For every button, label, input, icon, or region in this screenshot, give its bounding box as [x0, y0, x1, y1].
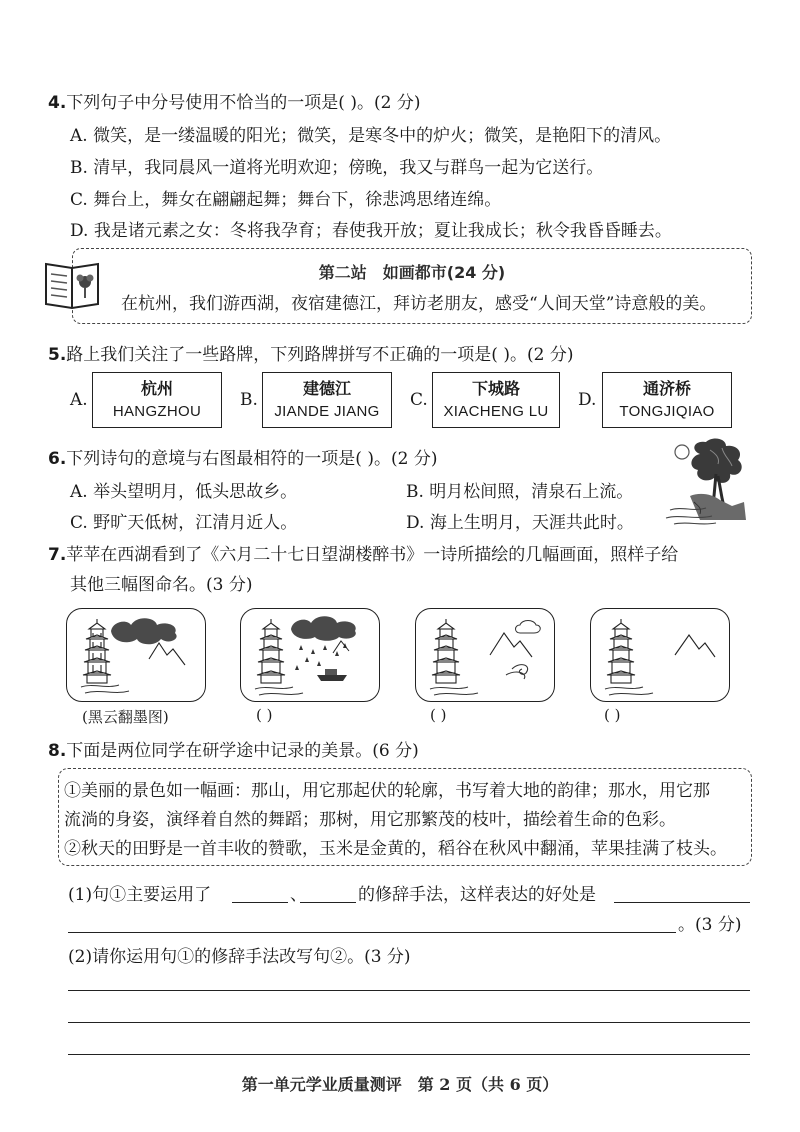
- q6-option-c: C. 野旷天低树，江清月近人。: [70, 513, 298, 533]
- q5-option-d-letter: D.: [578, 390, 597, 410]
- road-sign-a-chinese: 杭州: [140, 379, 173, 398]
- q8-blank-benefit-1[interactable]: [614, 902, 750, 903]
- pagoda-icon: [607, 619, 635, 683]
- q8-sub1-b: 的修辞手法，这样表达的好处是: [358, 885, 596, 905]
- caption-4-blank[interactable]: ( ): [604, 706, 621, 724]
- q7-number: 7.: [48, 545, 67, 565]
- q5-option-b-letter: B.: [240, 390, 258, 410]
- page-footer: 第一单元学业质量测评 第 2 页（共 6 页）: [241, 1075, 559, 1094]
- moonlit-pine-illustration: [660, 436, 750, 528]
- q8-passage-line1: ①美丽的景色如一幅画：那山，用它那起伏的轮廓，书写着大地的韵律；那水，用它那: [64, 781, 710, 801]
- q5-option-a-letter: A.: [70, 390, 88, 410]
- q8-answer-line-2[interactable]: [68, 1022, 750, 1023]
- q8-number: 8.: [48, 741, 67, 761]
- q6-option-d: D. 海上生明月，天涯共此时。: [406, 513, 634, 533]
- q8-sub2: (2)请你运用句①的修辞手法改写句②。(3 分): [68, 947, 411, 967]
- caption-1: (黑云翻墨图): [82, 708, 169, 726]
- caption-2-blank[interactable]: ( ): [256, 706, 273, 724]
- q8-passage-line3: ②秋天的田野是一首丰收的赞歌，玉米是金黄的，稻谷在秋风中翻涌，苹果挂满了枝头。: [64, 839, 727, 859]
- road-sign-a: [92, 372, 222, 428]
- q5-stem-text: 路上我们关注了一些路牌，下列路牌拼写不正确的一项是( )。(2 分): [66, 345, 574, 365]
- q5-stem: [48, 340, 573, 365]
- q8-sub1-end: 。(3 分): [678, 915, 742, 935]
- road-sign-d: [602, 372, 732, 428]
- q8-blank-benefit-2[interactable]: [68, 932, 676, 933]
- road-sign-a-pinyin: HANGZHOU: [112, 403, 202, 420]
- q8-stem-text: 下面是两位同学在研学途中记录的美景。(6 分): [66, 741, 419, 761]
- road-sign-d-pinyin: TONGJIQIAO: [619, 403, 715, 420]
- road-sign-b-chinese: 建德江: [302, 379, 351, 398]
- q8-blank-rhetoric-2[interactable]: [300, 902, 356, 903]
- q6-number: 6.: [48, 449, 67, 469]
- q4-stem: [48, 88, 420, 113]
- q6-option-b: B. 明月松间照，清泉石上流。: [406, 482, 634, 502]
- q4-stem-text: 下列句子中分号使用不恰当的一项是( )。(2 分): [66, 93, 421, 113]
- q7-stem-line2: 其他三幅图命名。(3 分): [70, 575, 253, 595]
- open-book-icon: [42, 256, 102, 310]
- road-sign-b-pinyin: JIANDE JIANG: [274, 403, 380, 420]
- q8-sub1-sep: 、: [290, 885, 307, 905]
- q4-option-a: A. 微笑，是一缕温暖的阳光；微笑，是寒冬中的炉火；微笑，是艳阳下的清风。: [70, 126, 672, 146]
- q6-stem-text: 下列诗句的意境与右图最相符的一项是( )。(2 分): [66, 449, 438, 469]
- station-title: 第二站 如画都市(24 分): [318, 263, 506, 282]
- q4-option-c: C. 舞台上，舞女在翩翩起舞；舞台下，徐悲鸿思绪连绵。: [70, 190, 502, 210]
- road-sign-b: [262, 372, 392, 428]
- pagoda-icon: [432, 619, 460, 683]
- q8-passage-line2: 流淌的身姿，演绎着自然的舞蹈；那树，用它那繁茂的枝叶，描绘着生命的色彩。: [64, 810, 676, 830]
- q8-stem: [48, 736, 419, 761]
- picture-dark-clouds: [66, 608, 206, 702]
- picture-wind: [415, 608, 555, 702]
- pagoda-icon: [257, 619, 285, 683]
- road-sign-c-pinyin: XIACHENG LU: [443, 403, 549, 420]
- station-box: [72, 248, 752, 324]
- q4-number: 4.: [48, 93, 67, 113]
- q5-option-c-letter: C.: [410, 390, 428, 410]
- q6-stem: [48, 444, 437, 469]
- pagoda-icon: [83, 619, 111, 683]
- q8-answer-line-3[interactable]: [68, 1054, 750, 1055]
- caption-3-blank[interactable]: ( ): [430, 706, 447, 724]
- picture-clear-water: [590, 608, 730, 702]
- q8-sub1-a: (1)句①主要运用了: [68, 885, 212, 905]
- q7-stem-text: 苹苹在西湖看到了《六月二十七日望湖楼醉书》一诗所描绘的几幅画面，照样子给: [66, 545, 679, 565]
- q4-option-b: B. 清早，我同晨风一道将光明欢迎；傍晚，我又与群鸟一起为它送行。: [70, 158, 604, 178]
- q6-option-a: A. 举头望明月，低头思故乡。: [70, 482, 298, 502]
- road-sign-c: [432, 372, 560, 428]
- q8-answer-line-1[interactable]: [68, 990, 750, 991]
- road-sign-c-chinese: 下城路: [471, 379, 520, 398]
- q4-option-d: D. 我是诸元素之女：冬将我孕育；春使我开放；夏让我成长；秋令我昏昏睡去。: [70, 221, 672, 241]
- station-text: 在杭州，我们游西湖，夜宿建德江，拜访老朋友，感受“人间天堂”诗意般的美。: [121, 294, 717, 314]
- road-sign-d-chinese: 通济桥: [642, 379, 691, 398]
- q5-number: 5.: [48, 345, 67, 365]
- q8-blank-rhetoric-1[interactable]: [232, 902, 288, 903]
- q7-stem-line1: [48, 540, 678, 565]
- picture-white-rain: [240, 608, 380, 702]
